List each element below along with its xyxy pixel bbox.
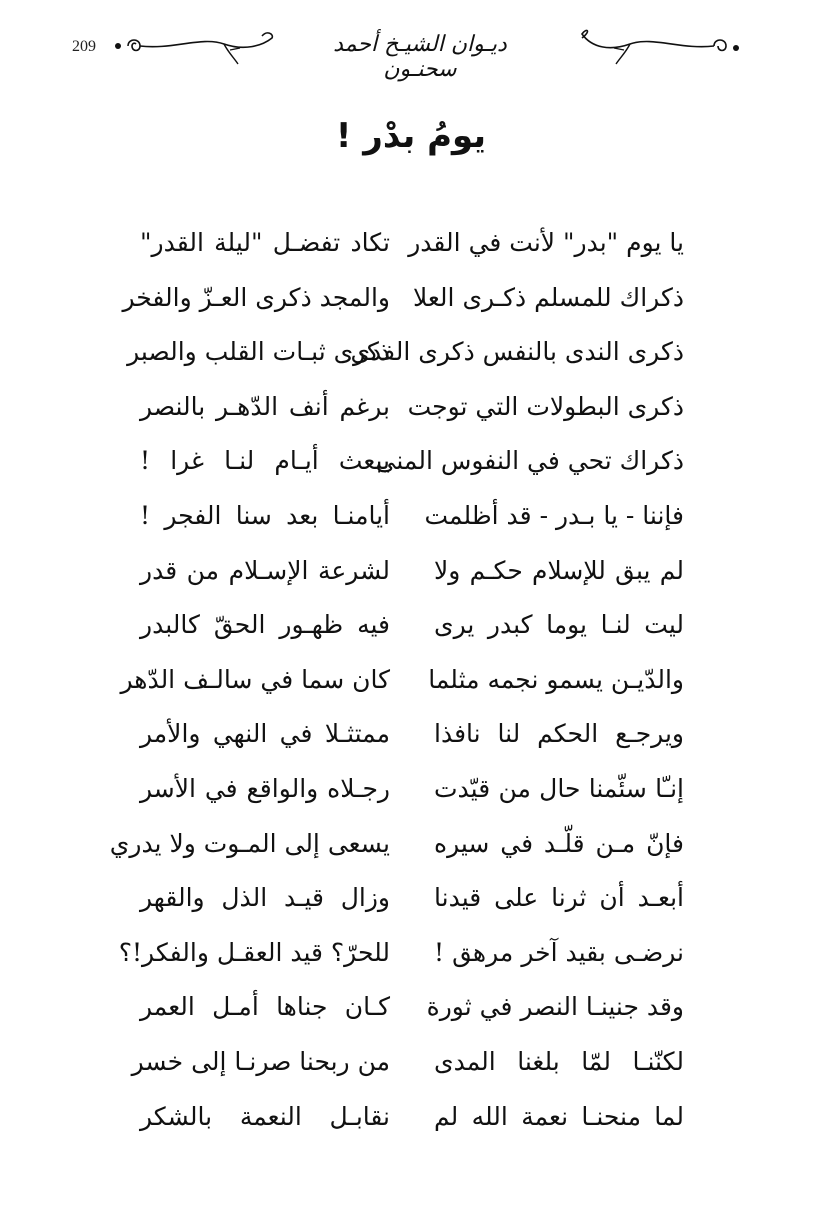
verse [127,325,690,380]
verse [130,489,690,544]
first-hemistich: فإنّ مـن قلّـد في سيره [434,828,684,858]
verse [120,653,690,708]
first-hemistich: نرضـى بقيد آخر مرهق ! [434,937,684,967]
verse [130,216,690,271]
verse [130,1090,690,1145]
second-hemistich: وزال قيـد الذل والقهر [140,883,390,913]
poem-title: يومُ بدْر ! [335,116,487,156]
first-hemistich: والدّيـن يسمو نجمه مثلما [428,664,684,694]
first-hemistich: يا يوم "بدر" لأنت في القدر [408,228,684,257]
verse [130,1035,690,1090]
second-hemistich: ممتثـلا في النهي والأمر [140,719,390,749]
verse [130,762,690,817]
second-hemistich: أيامنـا بعد سنا الفجر ! [140,500,390,530]
running-title: ديـوان الشيـخ أحمد سحنـون [333,32,507,82]
second-hemistich: نقابـل النعمة بالشكر [140,1101,390,1131]
second-hemistich: كان سما في سالـف الدّهر [120,664,390,694]
first-hemistich: ذكراك للمسلم ذكـرى العلا [412,282,684,312]
second-hemistich: رجـلاه والواقع في الأسر [140,773,390,803]
left-ornament-flourish-icon [112,24,282,68]
first-hemistich: لم يبق للإسلام حكـم ولا [434,555,684,585]
first-hemistich: فإننا - يا بـدر - قد أظلمت [424,500,684,530]
first-hemistich: ذكرى البطولات التي توجت [407,391,684,421]
verse [130,980,690,1035]
second-hemistich: برغم أنف الدّهـر بالنصر [140,391,390,421]
first-hemistich: ذكرى الندى بالنفس ذكرى الفدى [350,337,684,367]
first-hemistich: ذكراك تحي في النفوس المنى [375,446,684,476]
first-hemistich: ليت لنـا يوما كبدر يرى [434,610,684,640]
first-hemistich: إنـّا سئّمنا حال من قيّدت [434,773,684,803]
page-header [0,20,822,82]
second-hemistich: يبعث أيـام لنـا غرا ! [140,446,390,476]
poem-body [109,216,690,1144]
first-hemistich: لكنّنـا لمّا بلغنا المدى [434,1046,684,1076]
verse [130,871,690,926]
first-hemistich: ويرجـع الحكم لنا نافذا [434,719,684,749]
right-ornament-flourish-icon [572,24,742,68]
second-hemistich: للحرّ؟ قيد العقـل والفكر!؟ [118,937,390,967]
second-hemistich: لشرعة الإسـلام من قدر [140,555,390,585]
verse [130,598,690,653]
first-hemistich: أبعـد أن ثرنا على قيدنا [434,883,684,913]
verse [130,434,690,489]
second-hemistich: كـان جناها أمـل العمر [140,992,390,1022]
second-hemistich: من ربحنا صرنـا إلى خسر [131,1046,390,1076]
second-hemistich: ذكرى ثبـات القلب والصبر [127,337,390,367]
verse [130,707,690,762]
page-number: 209 [72,38,96,55]
verse [109,817,690,872]
first-hemistich: وقد جنينـا النصر في ثورة [426,992,684,1022]
second-hemistich: فيه ظهـور الحقّ كالبدر [140,610,390,640]
first-hemistich: لما منحنـا نعمة الله لم [434,1101,684,1131]
second-hemistich: والمجد ذكرى العـزّ والفخر [122,282,390,312]
verse [130,380,690,435]
verse [130,544,690,599]
second-hemistich: يسعى إلى المـوت ولا يدري [109,828,390,858]
second-hemistich: تكاد تفضـل "ليلة القدر" [140,228,390,257]
verse [122,271,690,326]
verse [118,926,690,981]
